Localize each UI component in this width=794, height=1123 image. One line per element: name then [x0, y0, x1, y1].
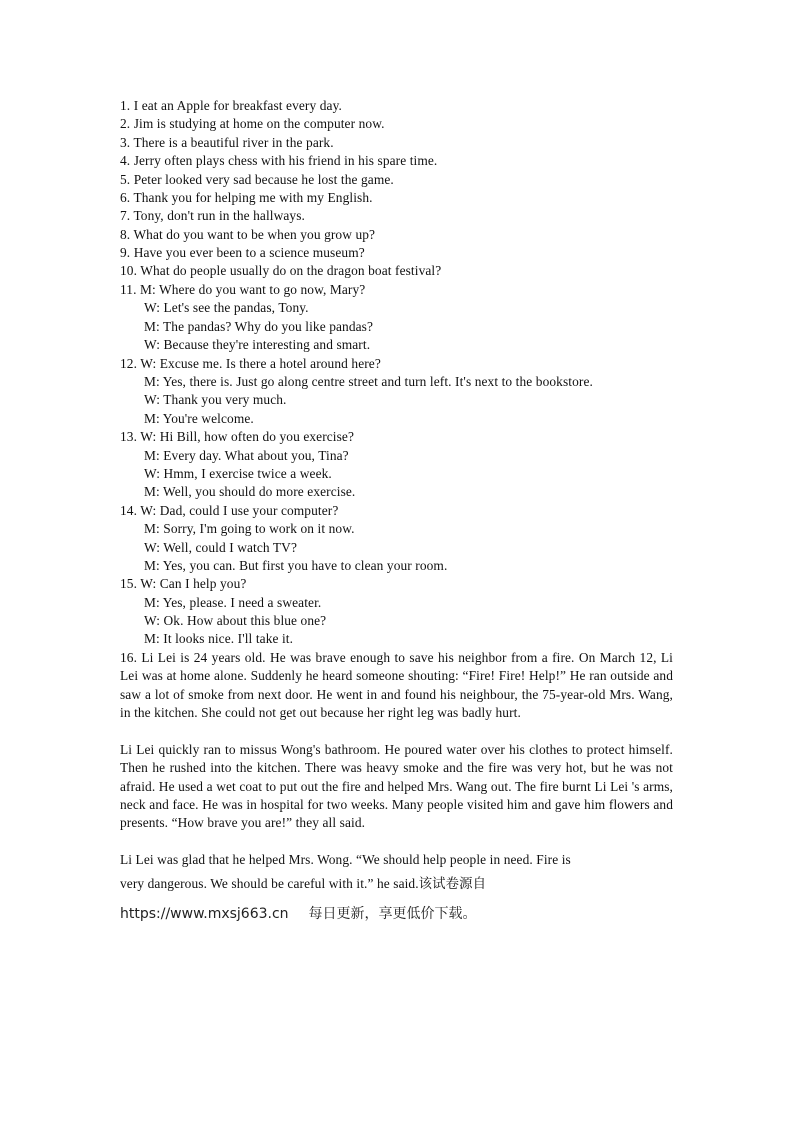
dialogue-12-line: 12. W: Excuse me. Is there a hotel around here? — [120, 356, 381, 371]
dialogue-15-line: M: It looks nice. I'll take it. — [144, 631, 294, 646]
dialogue-15-line: 15. W: Can I help you? — [120, 576, 247, 591]
item-9: 9. Have you ever been to a science museum? — [120, 245, 365, 260]
dialogue-14-line: M: Sorry, I'm going to work on it now. — [144, 521, 355, 536]
item-2: 2. Jim is studying at home on the computer now. — [120, 116, 385, 131]
dialogue-14-line: 14. W: Dad, could I use your computer? — [120, 503, 339, 518]
dialogue-13-line: M: Every day. What about you, Tina? — [144, 448, 349, 463]
item-8: 8. What do you want to be when you grow up? — [120, 227, 376, 242]
item-6: 6. Thank you for helping me with my English. — [120, 190, 373, 205]
dialogue-13-line: 13. W: Hi Bill, how often do you exercise? — [120, 429, 355, 444]
footer-promo — [120, 903, 477, 923]
dialogue-15-line: M: Yes, please. I need a sweater. — [144, 595, 322, 610]
footer-link[interactable]: https://www.mxsj663.cn — [120, 906, 289, 922]
passage-paragraph-2: Li Lei quickly ran to missus Wong's bathroom. He poured water over his clothes to protect himself. Then he rushed into the kitchen. There was heavy smoke and the fire was very hot, but he was not afraid. He used a wet coat to put out the fire and helped Mrs. Wang out. The fire burnt Li Lei 's arms, neck and face. He was in hospital for two weeks. Many people visited him and gave him flowers and presents. “How brave you are!” they all said. — [120, 742, 673, 831]
item-1: 1. I eat an Apple for breakfast every day. — [120, 98, 342, 113]
dialogue-11-line: M: The pandas? Why do you like pandas? — [144, 319, 374, 334]
dialogue-11-line: 11. M: Where do you want to go now, Mary? — [120, 282, 366, 297]
dialogue-12-line: W: Thank you very much. — [144, 392, 287, 407]
item-7: 7. Tony, don't run in the hallways. — [120, 208, 305, 223]
footer-slogan: 每日更新，享更低价下载。 — [308, 906, 477, 922]
item-4: 4. Jerry often plays chess with his friend in his spare time. — [120, 153, 438, 168]
item-3: 3. There is a beautiful river in the park. — [120, 135, 334, 150]
dialogue-15-line: W: Ok. How about this blue one? — [144, 613, 327, 628]
dialogue-11-line: W: Because they're interesting and smart. — [144, 337, 371, 352]
dialogue-14-line: W: Well, could I watch TV? — [144, 540, 297, 555]
passage-paragraph-3-end: very dangerous. We should be careful with it.” he said.该试卷源自 — [120, 876, 487, 891]
dialogue-13-line: M: Well, you should do more exercise. — [144, 484, 356, 499]
item-10: 10. What do people usually do on the dragon boat festival? — [120, 263, 442, 278]
passage-paragraph-1: 16. Li Lei is 24 years old. He was brave enough to save his neighbor from a fire. On March 12, Li Lei was at home alone. Suddenly he heard someone shouting: “Fire! Fire! Help!” He ran outside and saw a lot of smoke from next door. He went in and found his neighbour, the 75-year-old Mrs. Wang, in the kitchen. She could not get out because her right leg was badly hurt. — [120, 650, 673, 720]
dialogue-11-line: W: Let's see the pandas, Tony. — [144, 300, 309, 315]
dialogue-12-line: M: You're welcome. — [144, 411, 254, 426]
item-5: 5. Peter looked very sad because he lost the game. — [120, 172, 394, 187]
dialogue-12-line: M: Yes, there is. Just go along centre street and turn left. It's next to the bookstore. — [144, 374, 593, 389]
passage-paragraph-3: Li Lei was glad that he helped Mrs. Wong. “We should help people in need. Fire is — [120, 852, 571, 867]
dialogue-13-line: W: Hmm, I exercise twice a week. — [144, 466, 332, 481]
dialogue-14-line: M: Yes, you can. But first you have to clean your room. — [144, 558, 448, 573]
